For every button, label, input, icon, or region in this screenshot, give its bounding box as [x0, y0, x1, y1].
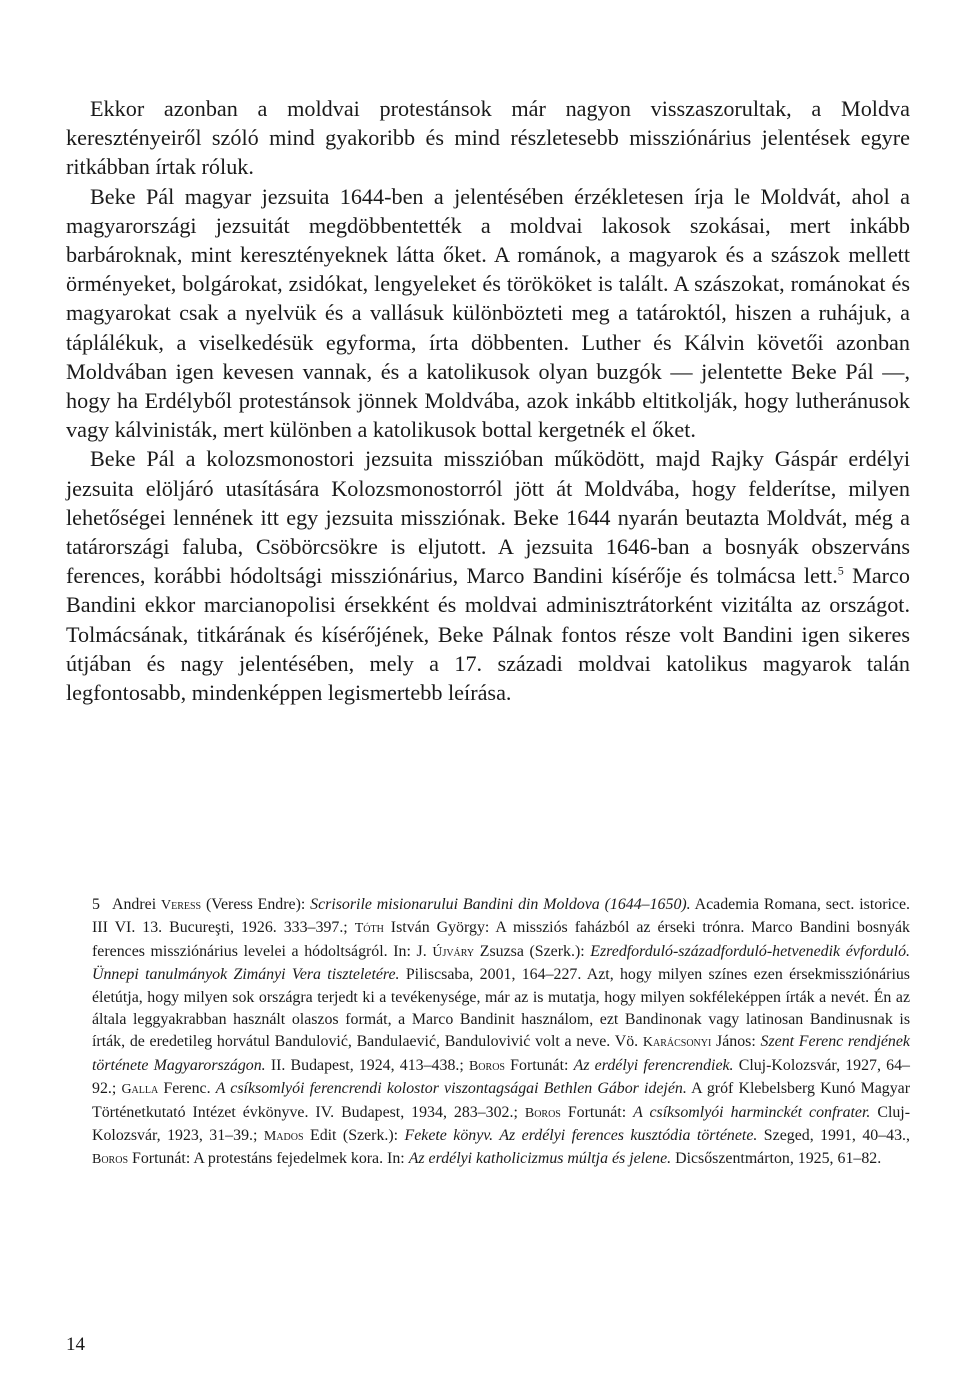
footnote-5 — [92, 894, 910, 1172]
footnote-text: Zsuzsa (Szerk.): — [474, 942, 591, 960]
footnote-text: Academia Romana, sect. istorice. III VI. 13. Bucureşti, 1926. 333–397.; — [92, 896, 910, 937]
paragraph-1: Ekkor azonban a moldvai protestánsok már nagyon visszaszorultak, a Moldva keresztényeiről szóló mind gyakoribb és mind részletesebb missziónárius jelentések egyre ritkábban írtak róluk. — [66, 96, 910, 180]
footnote-italic-title: Fekete könyv. Az erdélyi ferences kusztódia története. — [404, 1127, 758, 1145]
paragraph-3 — [66, 444, 910, 707]
footnote-italic-title: Szent Ferenc rendjének története Magyarországon. — [92, 1033, 910, 1074]
footnote-author-surname: Újváry — [432, 944, 475, 960]
footnote-text: (Veress Endre): — [201, 896, 311, 913]
paragraph-2: Beke Pál magyar jezsuita 1644-ben a jelentésében érzékletesen írja le Moldvát, ahol a magyarországi jezsuitát megdöbbentették a moldvai lakosok szokásai, mert inkább barbároknak, mint keresztényeknek látta őket. A románok, a magyarok és a szászok mellett örményeket, bolgárokat, zsidókat, lengyeleket és törököket is talált. A szászokat, románokat és magyarokat csak a nyelvük és a vallásuk különbözteti meg a tatároktól, hiszen a ruhájuk, a táplálékuk, a viselkedésük egyforma, írta döbbenten. Luther és Kálvin követői azonban Moldvában igen kevesen vannak, és a katolikusok olyan buzgók — jelentette Beke Pál —, hogy ha Erdélyből protestánsok jönnek Moldvába, azok inkább eltitkolják, hogy lutheránusok vagy kálvinisták, mert különben a katolikusok bottal kergetnék el őket. — [66, 183, 910, 443]
footnote-author-surname: Boros — [92, 1152, 129, 1168]
footnote-italic-title: A csíksomlyói harminckét confrater. — [633, 1103, 871, 1121]
footnote-author-surname: Tóth — [354, 921, 384, 937]
page-number: 14 — [66, 1334, 85, 1355]
footnote-author-surname: Boros — [468, 1058, 505, 1074]
footnote-text: Fortunát: — [504, 1056, 574, 1074]
footnotes — [92, 894, 910, 1172]
footnote-text: Ferenc. — [158, 1080, 216, 1098]
footnote-text: Dicsőszentmárton, 1925, 61–82. — [671, 1150, 882, 1168]
footnote-italic-title: A csíksomlyói ferencrendi kolostor viszontagságai Bethlen Gábor idején. — [215, 1080, 687, 1098]
footnote-author-surname: Veress — [161, 898, 202, 913]
footnote-author-surname: Galla — [121, 1082, 159, 1098]
footnote-number: 5 — [92, 896, 100, 913]
footnote-text: Cluj-Kolozsvár, 1923, 31–39.; — [92, 1103, 911, 1145]
footnote-text: Cluj-Kolozsvár, 1927, 64–92.; — [92, 1056, 910, 1098]
footnote-text: Edit (Szerk.): — [303, 1127, 405, 1145]
footnote-reference: 5 — [837, 563, 844, 578]
footnote-italic-title: Scrisorile misionarului Bandini din Moldova (1644–1650). — [310, 896, 691, 913]
footnote-text: Piliscsaba, 2001, 164–227. Azt, hogy milyen színes ezen érsekmissziónárius életútja, hogy milyen sok országra terjedt ki a tevékenysége, már az is mutatja, hogy milyen sokféleképpen írták a nevét. Én az általa leggyakrabban használt olaszos formát, a Marco Bandinit használom, ezt Bandinonak vagy latinosan Bandinusnak is írták, de eredetileg horvátul Bandulović, Bandulaević, Bandulovivić volt a neve. Vö. — [92, 966, 910, 1051]
footnote-text: Andrei — [112, 896, 161, 913]
footnote-text: Szeged, 1991, 40–43., — [757, 1127, 910, 1145]
footnote-text: János: — [711, 1033, 761, 1051]
footnote-italic-title: Ezredforduló-századforduló-hetvenedik évforduló. Ünnepi tanulmányok Zimányi Vera tiszteletére. — [92, 942, 910, 984]
main-text — [66, 94, 910, 707]
footnote-text: A gróf Klebelsberg Kunó Magyar Történetkutató Intézet évkönyve. IV. Budapest, 1934, 283–302.; — [92, 1080, 910, 1121]
footnote-text: István György: A missziós faházból az érseki trónra. Marco Bandini bosnyák ferences missziónárius levelei a hódoltságról. In: J. — [92, 919, 910, 960]
footnote-author-surname: Boros — [524, 1105, 561, 1121]
footnote-text: II. Budapest, 1924, 413–438.; — [265, 1056, 469, 1074]
footnote-italic-title: Az erdélyi katholicizmus múltja és jelene. — [408, 1150, 672, 1168]
paragraph-3-text-after: Marco Bandini ekkor marcianopolisi érsekként és moldvai adminisztrátorként vizitálta az országot. Tolmácsának, titkárának és kísérőjének, Beke Pálnak fontos része volt Bandini igen sikeres útjában és nagy jelentésében, mely a 17. századi moldvai katolikus magyarok talán legfontosabb, mindenképpen legismertebb leírása. — [66, 563, 910, 706]
footnote-text: Fortunát: — [560, 1103, 634, 1121]
footnote-author-surname: Mados — [263, 1129, 304, 1145]
footnote-italic-title: Az erdélyi ferencrendiek. — [573, 1056, 734, 1074]
footnote-author-surname: Karácsonyi — [642, 1035, 712, 1051]
footnote-text: Fortunát: A protestáns fejedelmek kora. In: — [128, 1150, 409, 1168]
paragraph-3-text-before: Beke Pál a kolozsmonostori jezsuita misszióban működött, majd Rajky Gáspár erdélyi jezsuita elöljáró utasítására Kolozsmonostorról jött át Moldvába, hogy felderítse, milyen lehetőségei lennének itt egy jezsuita missziónak. Beke 1644 nyarán beutazta Moldvát, még a tatárországi faluba, Csöbörcsökre is eljutott. A jezsuita 1646-ban a bosnyák obszerváns ferences, korábbi hódoltsági missziónárius, Marco Bandini kísérője és tolmácsa lett. — [66, 446, 910, 589]
